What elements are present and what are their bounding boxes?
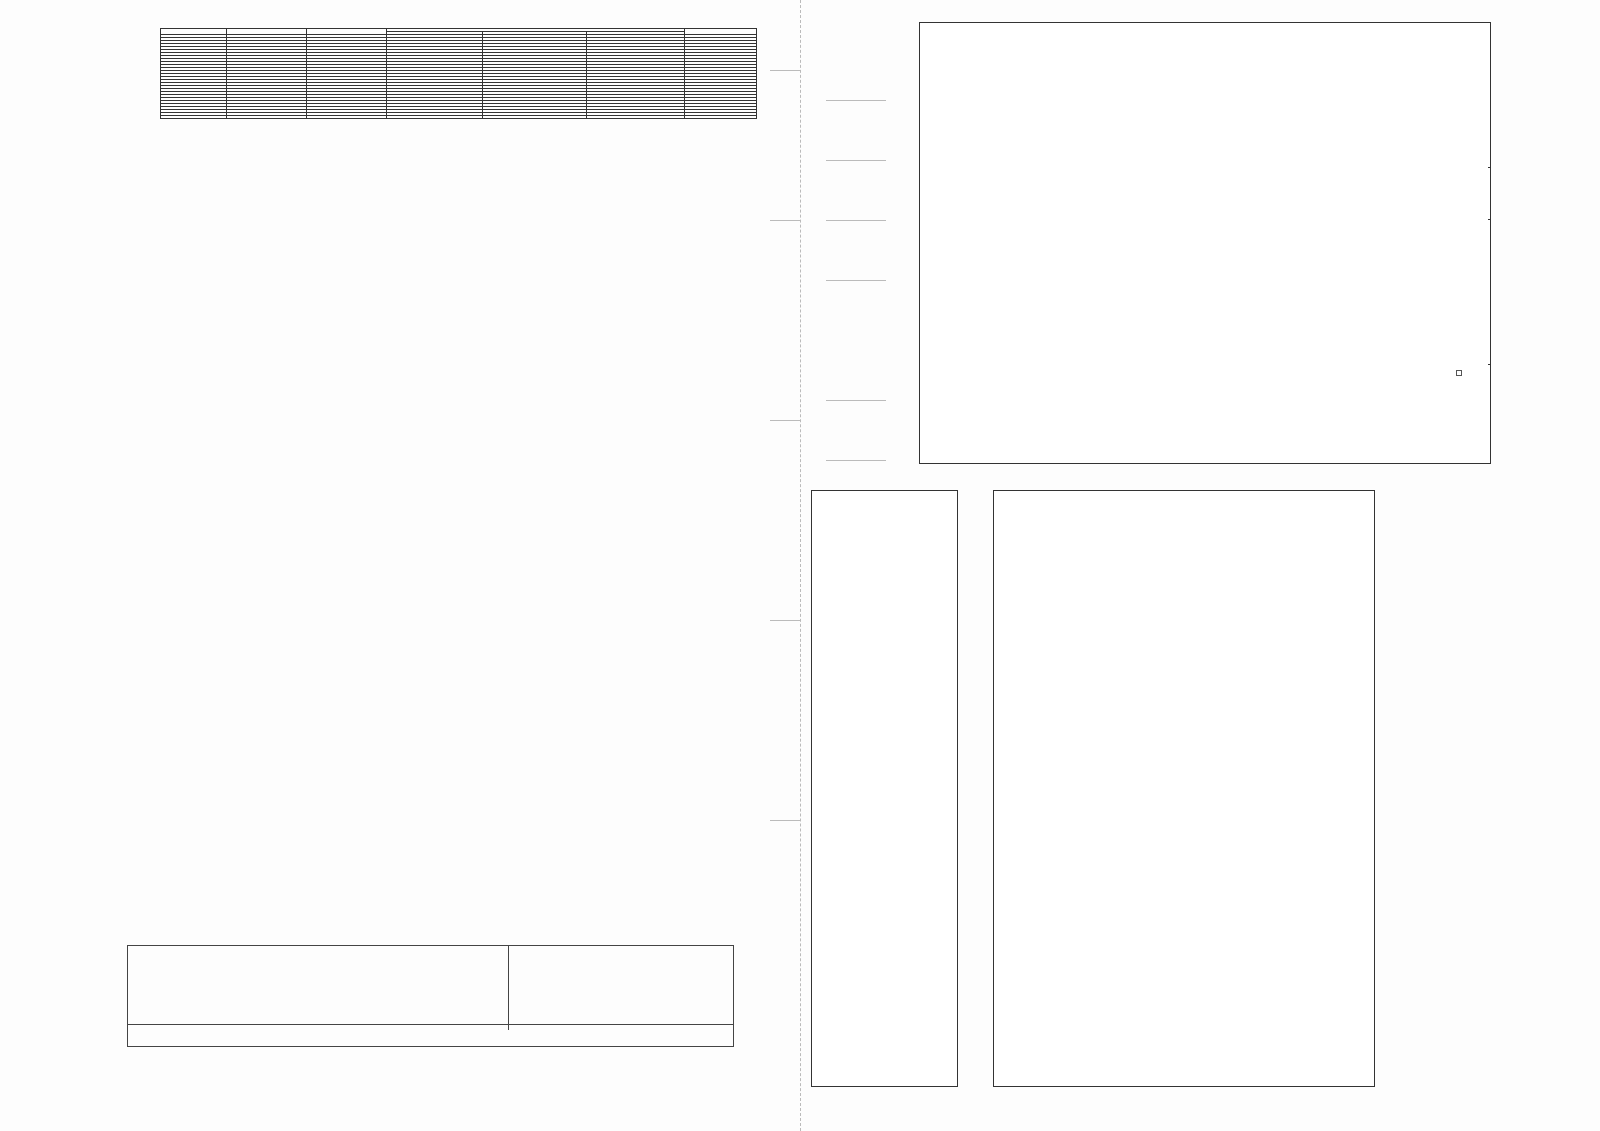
- cell-purity: [483, 116, 586, 119]
- header-location: [1488, 220, 1490, 365]
- handwritten-legend-box: [127, 945, 734, 1047]
- table-header-column: [1488, 23, 1490, 463]
- equipment-table: [919, 22, 1491, 464]
- cell-formula: [306, 116, 386, 119]
- header-equipment: [1488, 23, 1490, 168]
- ruled-line: [826, 160, 886, 161]
- capacity-target-table: [811, 490, 958, 1087]
- cell-gravity: [586, 116, 684, 119]
- cell-product: [161, 116, 227, 119]
- cell-supplier: [684, 116, 756, 119]
- cell-material: [226, 116, 306, 119]
- header-purpose: [1488, 365, 1490, 463]
- production-status-table: [993, 490, 1375, 1087]
- header-scale: [1488, 168, 1490, 220]
- divider: [128, 1024, 733, 1025]
- ruled-line: [826, 460, 886, 461]
- army-stamp: [1456, 370, 1462, 376]
- divider: [508, 946, 509, 1030]
- ruled-line: [826, 220, 886, 221]
- right-page: [800, 0, 1600, 1131]
- materials-table: [160, 28, 757, 119]
- table-row: [161, 116, 757, 119]
- ruled-line: [826, 280, 886, 281]
- table-body: [161, 35, 757, 119]
- ruled-line: [826, 400, 886, 401]
- ruled-line: [826, 100, 886, 101]
- cell-appearance: [387, 116, 483, 119]
